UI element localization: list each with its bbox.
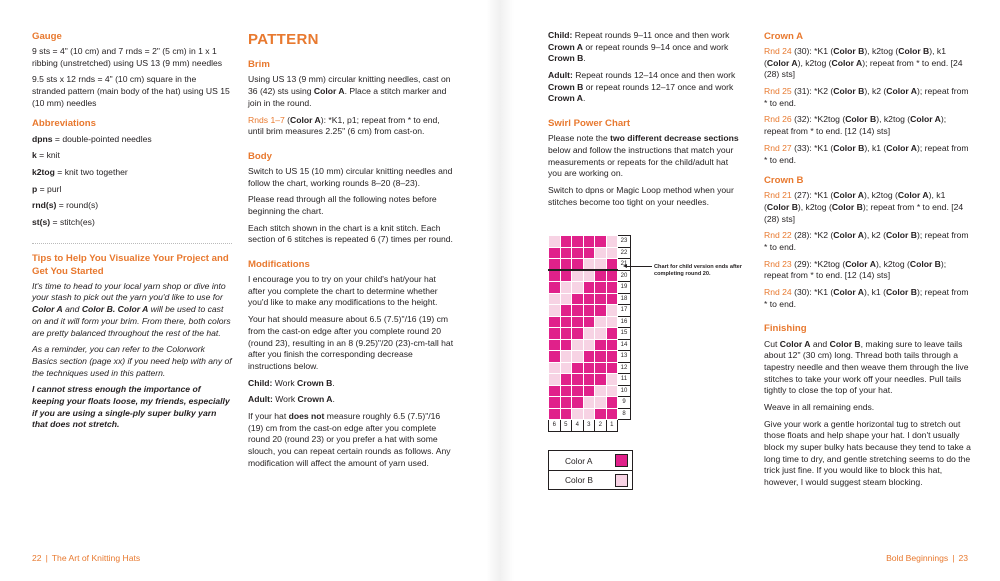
chart-cell-color-a (572, 374, 584, 386)
chart-cell-color-a (606, 282, 618, 294)
chart-row (549, 339, 631, 351)
chart-cell-color-a (583, 362, 595, 374)
chart-cell-color-a (560, 305, 572, 317)
chart-cell-color-b (606, 374, 618, 386)
chart-row (549, 328, 631, 340)
chart-cell-color-a (560, 259, 572, 271)
chart-cell-color-b (583, 270, 595, 282)
chart-cell-color-b (606, 316, 618, 328)
crown-round-line: Rnd 21 (27): *K1 (Color A), k2tog (Color A), k1 (Color B), k2tog (Color B); repeat from * to end. [24 (28) sts] (764, 190, 964, 224)
chart-row-number: 8 (618, 408, 631, 420)
book-title: The Art of Knitting Hats (51, 553, 141, 563)
chart-cell-color-a (583, 385, 595, 397)
chart-cell-color-b (549, 236, 561, 248)
brim-text-2: Rnds 1–7 (Color A): *K1, p1; repeat from * to end, until brim measures 2.25" (6 cm) from cast-on. (248, 114, 440, 137)
chart-cell-color-b (606, 305, 618, 317)
chart-cell-color-b (560, 351, 572, 363)
chart-cell-color-b (583, 408, 595, 420)
chart-cell-color-a (583, 316, 595, 328)
chart-cell-color-a (560, 236, 572, 248)
chart-cell-color-a (595, 339, 607, 351)
crown-round-line: Rnd 23 (29): *K2tog (Color A), k2tog (Color B); repeat from * to end. [12 (14) sts] (764, 258, 947, 281)
chart-cell-color-b (595, 316, 607, 328)
adult-instruction: Adult: Work Crown A. (248, 394, 335, 405)
chart-cell-color-a (560, 270, 572, 282)
legend-color-b (549, 470, 632, 489)
pattern-column (248, 30, 454, 474)
chart-cell-color-a (549, 247, 561, 259)
gauge-text-2: 9.5 sts x 12 rnds = 4" (10 cm) square in the stranded pattern (main body of the hat) using US 15 (10 mm) needles (32, 74, 230, 108)
crown-a-instructions (764, 46, 972, 166)
crown-round-line: Rnd 24 (30): *K1 (Color B), k2tog (Color B), k1 (Color A), k2tog (Color A); repeat from * to end. [24 (28) sts] (764, 46, 963, 80)
crown-round-line: Rnd 25 (31): *K2 (Color B), k2 (Color A); repeat from * to end. (764, 86, 969, 108)
chart-cell-color-b (549, 293, 561, 305)
chart-cell-color-a (595, 293, 607, 305)
chart-row (549, 247, 631, 259)
chart-row-number: 15 (618, 328, 631, 340)
abbreviations-heading: Abbreviations (32, 118, 96, 130)
chart-cell-color-a (595, 282, 607, 294)
chart-cell-color-b (595, 259, 607, 271)
chart-cell-color-a (572, 247, 584, 259)
chart-cell-color-b (606, 385, 618, 397)
gauge-text-1: 9 sts = 4" (10 cm) and 7 rnds = 2" (5 cm) in 1 x 1 ribbing (unstretched) using US 13 (9 mm) needles (32, 46, 223, 68)
modifications-heading: Modifications (248, 259, 310, 271)
chart-column-number: 6 (549, 420, 561, 432)
brim-heading: Brim (248, 59, 270, 71)
chart-cell-color-b (572, 351, 584, 363)
chart-row (549, 305, 631, 317)
chart-row-number: 13 (618, 351, 631, 363)
chart-cell-color-a (595, 236, 607, 248)
chart-cell-color-b (583, 259, 595, 271)
chart-cell-color-b (549, 374, 561, 386)
chart-cell-color-a (549, 259, 561, 271)
chart-cell-color-a (595, 270, 607, 282)
chart-row (549, 270, 631, 282)
body-text-3: Each stitch shown in the chart is a knit stitch. Each section of 6 stitches is repeated 6 (7) times per round. (248, 222, 453, 245)
chart-row (549, 259, 631, 271)
chart-row-number: 21 (618, 259, 631, 271)
finishing-text-1: Cut Color A and Color B, making sure to leave tails about 12" (30 cm) long. Thread both tails through a tapestry needle and then weave them through the live stitches to take your work off your needles. Pull tails tightly to close the top of your hat. (764, 338, 969, 396)
chart-cell-color-b (572, 339, 584, 351)
chart-cell-color-a (583, 236, 595, 248)
chart-row-number: 11 (618, 374, 631, 386)
chart-cell-color-a (549, 339, 561, 351)
gauge-heading: Gauge (32, 31, 62, 42)
chart-row (549, 282, 631, 294)
chart-row (549, 385, 631, 397)
chart-cell-color-b (560, 282, 572, 294)
chart-cell-color-a (549, 316, 561, 328)
chart-column-number: 3 (583, 420, 595, 432)
chart-cell-color-b (572, 408, 584, 420)
chart-cell-color-a (572, 305, 584, 317)
chart-cell-color-b (595, 397, 607, 409)
chart-row-number: 9 (618, 397, 631, 409)
chart-row-number: 10 (618, 385, 631, 397)
chart-cell-color-a (583, 247, 595, 259)
chart-cell-color-a (606, 362, 618, 374)
chart-cell-color-a (560, 316, 572, 328)
swirl-text-2: Switch to dpns or Magic Loop method when your stitches become too tight on your needles. (548, 184, 734, 207)
tips-section (32, 243, 232, 431)
chart-cell-color-a (549, 282, 561, 294)
chart-cell-color-b (606, 236, 618, 248)
crown-column (764, 30, 972, 494)
chart-cell-color-a (572, 293, 584, 305)
chart-cell-color-b (549, 362, 561, 374)
crown-round-line: Rnd 24 (30): *K1 (Color A), k1 (Color B); repeat from * to end. (764, 287, 969, 309)
chart-cell-color-a (560, 374, 572, 386)
chart-cell-color-a (606, 328, 618, 340)
chart-cell-color-a (560, 385, 572, 397)
chart-cell-color-a (572, 259, 584, 271)
chart-cell-color-a (560, 397, 572, 409)
chart-column-number: 5 (560, 420, 572, 432)
abbreviation-item: st(s) = stitch(es) (32, 216, 95, 227)
abbreviation-item: k2tog = knit two together (32, 166, 128, 177)
chart-cell-color-a (549, 351, 561, 363)
page-number-right: 23 (958, 553, 968, 563)
chart-cell-color-b (560, 362, 572, 374)
chart-cell-color-a (606, 351, 618, 363)
body-text-1: Switch to US 15 (10 mm) circular knitting needles and follow the chart, working rounds 8–20 (8–23). (248, 165, 453, 188)
chart-cell-color-a (549, 385, 561, 397)
chart-cell-color-a (560, 328, 572, 340)
chart-cell-color-a (572, 362, 584, 374)
arrow-icon (626, 266, 652, 267)
brim-text-1: Using US 13 (9 mm) circular knitting needles, cast on 36 (42) sts using Color A. Place a stitch marker and join in the round. (248, 74, 451, 108)
chart-row (549, 293, 631, 305)
pattern-heading: PATTERN (248, 31, 319, 48)
crown-a-heading: Crown A (764, 31, 804, 42)
chart-row-number: 20 (618, 270, 631, 282)
chart-cell-color-a (572, 397, 584, 409)
chart-cell-color-a (560, 339, 572, 351)
legend-label: Color A (565, 455, 593, 466)
chart-corner (618, 420, 631, 432)
chart-cell-color-a (595, 305, 607, 317)
chart-row (549, 351, 631, 363)
finishing-heading: Finishing (764, 323, 807, 335)
chart-column (548, 30, 740, 213)
chart-row (549, 374, 631, 386)
right-page (500, 0, 1000, 581)
legend-label: Color B (565, 475, 593, 485)
section-title: Bold Beginnings (886, 553, 949, 563)
abbreviations-list (32, 134, 232, 229)
chart-row-number: 12 (618, 362, 631, 374)
crown-round-line: Rnd 22 (28): *K2 (Color A), k2 (Color B); repeat from * to end. (764, 230, 969, 253)
tips-text-1: It's time to head to your local yarn shop or dive into your stash to pick out the yarn you'd like to use for Color A and Color B. Color A will be used to cast on and it will form your brim. From there, both colors are pretty balanced throughout the rest of the hat. (32, 280, 231, 338)
adult-repeat-text: Adult: Repeat rounds 12–14 once and then work Crown B or repeat rounds 12–17 once and work Crown A. (548, 70, 736, 104)
chart-cell-color-a (606, 259, 618, 271)
chart-cell-color-a (606, 270, 618, 282)
chart-cell-color-b (572, 282, 584, 294)
chart-column-number: 4 (572, 420, 584, 432)
chart-column-number: 1 (606, 420, 618, 432)
color-swatch (615, 474, 628, 487)
chart-cell-color-b (572, 270, 584, 282)
chart-cell-color-a (549, 328, 561, 340)
modifications-text-3: If your hat does not measure roughly 6.5 (7.5)"/16 (19) cm from the cast-on edge after you complete round 20 (round 23) or you prefer a hat with some slouch, you can repeat certain rounds as follows. Any modification will affect the amount of yarn used. (248, 410, 451, 468)
chart-row-number: 23 (618, 236, 631, 248)
finishing-text-2: Weave in all remaining ends. (764, 401, 875, 412)
chart-cell-color-a (595, 351, 607, 363)
chart-cell-color-a (549, 397, 561, 409)
chart-cell-color-a (595, 374, 607, 386)
chart-column-number: 2 (595, 420, 607, 432)
abbreviation-item: dpns = double-pointed needles (32, 133, 152, 144)
page-number-left: 22 (32, 553, 42, 563)
modifications-text-2: Your hat should measure about 6.5 (7.5)"/16 (19) cm from the cast-on edge after you complete round 20 (round 23), resulting in an 8 (9.25)"/20 (23)-cm-tall hat after you finish the corresponding decrease instructions below. (248, 314, 454, 371)
chart-cell-color-a (606, 397, 618, 409)
swirl-text-1: Please note the two different decrease sections below and follow the instructions that match your measurements or repeats for the child/adult hat you are working on. (548, 133, 739, 179)
chart-cell-color-b (583, 397, 595, 409)
modifications-text-1: I encourage you to try on your child's hat/your hat after you complete the chart to determine whether you'd like to make any modifications to the height. (248, 274, 438, 308)
color-swatch (615, 454, 628, 467)
chart-row-number: 22 (618, 247, 631, 259)
chart-column-numbers (549, 420, 631, 432)
left-footer: 22 | The Art of Knitting Hats (32, 553, 141, 563)
child-repeat-text: Child: Repeat rounds 9–11 once and then work Crown A or repeat rounds 9–14 once and work Crown B. (548, 30, 730, 64)
chart-legend (548, 450, 633, 490)
left-column (32, 30, 232, 436)
chart-row (549, 316, 631, 328)
abbreviation-item: rnd(s) = round(s) (32, 200, 99, 211)
chart-row-number: 19 (618, 282, 631, 294)
chart-row-number: 18 (618, 293, 631, 305)
chart-cell-color-a (606, 293, 618, 305)
chart-cell-color-a (549, 270, 561, 282)
right-footer: Bold Beginnings | 23 (886, 553, 968, 563)
chart-cell-color-a (583, 351, 595, 363)
chart-cell-color-a (583, 282, 595, 294)
tips-heading: Tips to Help You Visualize Your Project and Get You Started (32, 252, 229, 277)
chart-cell-color-a (572, 316, 584, 328)
chart-cell-color-a (572, 236, 584, 248)
chart-cell-color-a (606, 408, 618, 420)
body-text-2: Please read through all the following notes before beginning the chart. (248, 194, 437, 216)
chart-cell-color-b (583, 328, 595, 340)
chart-cell-color-a (560, 247, 572, 259)
tips-text-2: As a reminder, you can refer to the Colorwork Basics section (page xx) if you need help with any of the techniques used in this pattern. (32, 344, 232, 378)
swirl-power-chart (548, 235, 742, 432)
chart-cell-color-a (549, 408, 561, 420)
chart-cell-color-a (572, 385, 584, 397)
abbreviation-item: k = knit (32, 150, 60, 161)
chart-cell-color-a (583, 374, 595, 386)
body-heading: Body (248, 150, 272, 162)
chart-row-number: 16 (618, 316, 631, 328)
finishing-text-3: Give your work a gentle horizontal tug to stretch out those floats and help shape your hat. I don't usually block my super bulky hats because they tend to take a long time to dry, and gentle stretching seems to do the trick just fine. If you would like to block this hat, however, I would suggest steam blocking. (764, 418, 971, 488)
chart-cell-color-b (583, 339, 595, 351)
chart-cell-color-b (595, 385, 607, 397)
crown-b-heading: Crown B (764, 175, 804, 187)
chart-cell-color-a (606, 339, 618, 351)
swirl-chart-heading: Swirl Power Chart (548, 118, 631, 130)
chart-note: Chart for child version ends after completing round 20. (654, 264, 742, 278)
chart-row (549, 236, 631, 248)
chart-row-number: 17 (618, 305, 631, 317)
chart-cell-color-b (595, 328, 607, 340)
crown-b-instructions (764, 190, 972, 310)
chart-grid (548, 235, 631, 432)
chart-cell-color-a (572, 328, 584, 340)
chart-cell-color-a (560, 408, 572, 420)
chart-row (549, 408, 631, 420)
legend-color-a (549, 451, 632, 470)
chart-cell-color-b (606, 247, 618, 259)
crown-round-line: Rnd 26 (32): *K2tog (Color B), k2tog (Color A); repeat from * to end. [12 (14) sts] (764, 114, 947, 137)
chart-cell-color-b (549, 305, 561, 317)
chart-cell-color-a (583, 305, 595, 317)
tips-text-3: I cannot stress enough the importance of keeping your floats loose, my friends, especially if you are using a single-ply super bulky yarn that does not stretch. (32, 384, 230, 430)
chart-row (549, 362, 631, 374)
chart-cell-color-b (595, 247, 607, 259)
chart-cell-color-a (595, 362, 607, 374)
crown-round-line: Rnd 27 (33): *K1 (Color B), k1 (Color A); repeat from * to end. (764, 142, 969, 165)
chart-cell-color-b (560, 293, 572, 305)
chart-cell-color-a (583, 293, 595, 305)
child-instruction: Child: Work Crown B. (248, 377, 335, 388)
chart-row (549, 397, 631, 409)
abbreviation-item: p = purl (32, 183, 62, 194)
chart-cell-color-a (595, 408, 607, 420)
chart-row-number: 14 (618, 339, 631, 351)
